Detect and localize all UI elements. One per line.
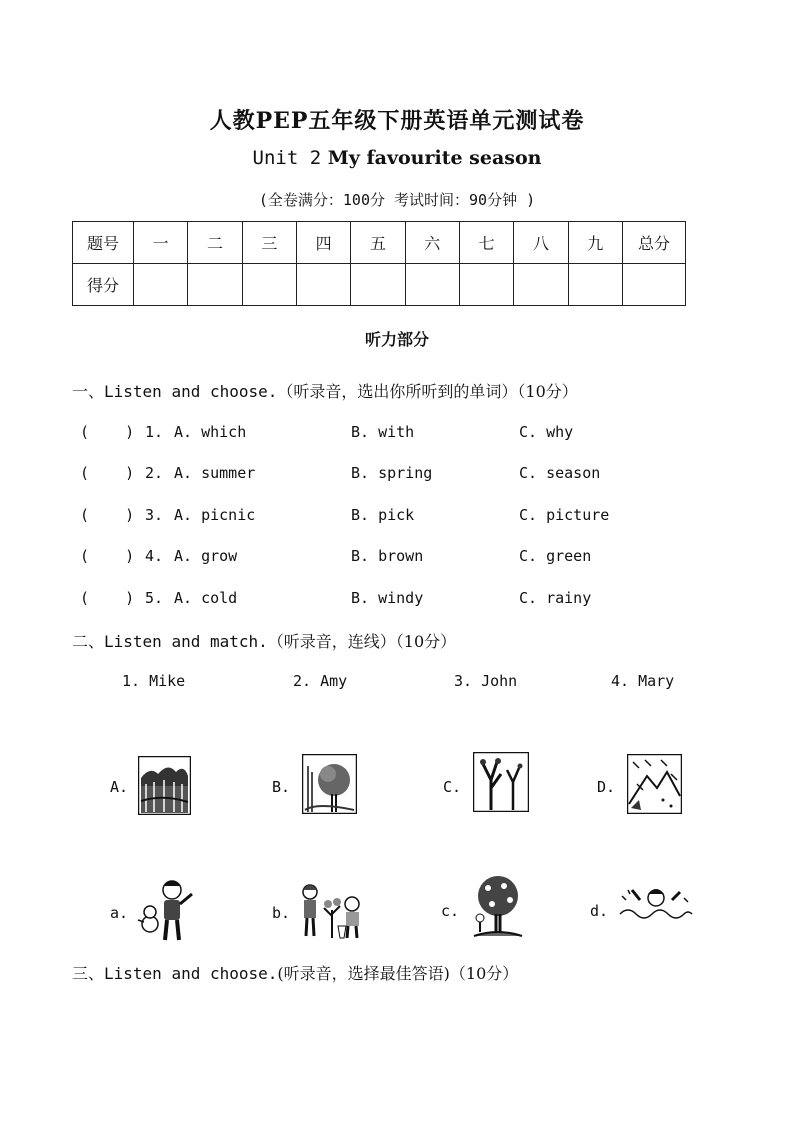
answer-bracket[interactable]: ( ) xyxy=(80,547,135,565)
score-cell-8: 八 xyxy=(514,222,568,264)
section-3-heading xyxy=(72,961,518,984)
score-entry-1[interactable] xyxy=(134,264,188,306)
score-cell-2: 二 xyxy=(188,222,242,264)
score-entry-2[interactable] xyxy=(188,264,242,306)
option-a: A. cold xyxy=(174,589,238,607)
score-cell-3: 三 xyxy=(242,222,296,264)
name-mary: 4. Mary xyxy=(611,672,675,690)
unit-name: My favourite season xyxy=(327,147,542,169)
winter-mountain-icon[interactable] xyxy=(627,754,682,814)
section-2-heading xyxy=(72,629,456,652)
section-2-prefix: 二、 xyxy=(72,632,105,651)
question-row xyxy=(80,506,740,528)
section-3-prefix: 三、 xyxy=(72,964,105,983)
question-row xyxy=(80,464,740,486)
section-3-cn: (听录音，选择最佳答语)（10分） xyxy=(277,964,519,983)
answer-bracket[interactable]: ( ) xyxy=(80,589,135,607)
score-cell-label: 题号 xyxy=(73,222,134,264)
question-number: 2. xyxy=(145,464,164,482)
option-c: C. green xyxy=(519,547,592,565)
boy-snowman-icon[interactable] xyxy=(136,878,198,944)
picture-label-c-lower: c. xyxy=(441,902,460,920)
kids-planting-icon[interactable] xyxy=(298,880,368,942)
picture-label-d: D. xyxy=(597,778,616,796)
option-c: C. picture xyxy=(519,506,610,524)
score-cell-6: 六 xyxy=(405,222,459,264)
score-table xyxy=(72,221,686,306)
section-1-cn: （听录音，选出你所听到的单词）（10分） xyxy=(277,382,578,401)
option-b: B. pick xyxy=(351,506,415,524)
section-2-en: Listen and match. xyxy=(104,632,268,651)
answer-bracket[interactable]: ( ) xyxy=(80,506,135,524)
option-c: C. season xyxy=(519,464,601,482)
question-row xyxy=(80,589,740,611)
section-1-heading xyxy=(72,379,578,402)
score-cell-9: 九 xyxy=(568,222,622,264)
section-1-en: Listen and choose. xyxy=(104,382,278,401)
name-john: 3. John xyxy=(454,672,518,690)
answer-bracket[interactable]: ( ) xyxy=(80,464,135,482)
picture-label-a-lower: a. xyxy=(110,904,129,922)
question-number: 3. xyxy=(145,506,164,524)
score-cell-1: 一 xyxy=(134,222,188,264)
question-row xyxy=(80,547,740,569)
score-table-score-row xyxy=(73,264,686,306)
option-b: B. spring xyxy=(351,464,433,482)
picture-label-c: C. xyxy=(443,778,462,796)
section-1-prefix: 一、 xyxy=(72,382,105,401)
answer-bracket[interactable]: ( ) xyxy=(80,423,135,441)
part-title: 听力部分 xyxy=(364,330,429,349)
picture-label-a: A. xyxy=(110,778,129,796)
score-entry-3[interactable] xyxy=(242,264,296,306)
name-mike: 1. Mike xyxy=(122,672,186,690)
score-table-header-row xyxy=(73,222,686,264)
picture-label-b-lower: b. xyxy=(272,904,291,922)
score-cell-7: 七 xyxy=(459,222,513,264)
section-3-en: Listen and choose. xyxy=(104,964,278,983)
exam-info: (全卷满分：100分 考试时间：90分钟 ) xyxy=(258,191,536,209)
score-entry-7[interactable] xyxy=(459,264,513,306)
picture-label-b: B. xyxy=(272,778,291,796)
score-entry-6[interactable] xyxy=(405,264,459,306)
option-b: B. windy xyxy=(351,589,424,607)
option-a: A. picnic xyxy=(174,506,256,524)
picture-label-d-lower: d. xyxy=(590,902,609,920)
option-b: B. brown xyxy=(351,547,424,565)
score-entry-total[interactable] xyxy=(623,264,686,306)
question-number: 1. xyxy=(145,423,164,441)
unit-number: Unit 2 xyxy=(252,147,322,169)
kid-swimming-icon[interactable] xyxy=(618,884,694,928)
autumn-tree-icon[interactable] xyxy=(473,752,529,812)
option-b: B. with xyxy=(351,423,415,441)
option-a: A. which xyxy=(174,423,247,441)
summer-forest-icon[interactable] xyxy=(138,756,191,815)
name-amy: 2. Amy xyxy=(293,672,348,690)
section-2-cn: （听录音，连线）（10分） xyxy=(267,632,457,651)
score-row-label: 得分 xyxy=(73,264,134,306)
option-a: A. grow xyxy=(174,547,238,565)
question-number: 4. xyxy=(145,547,164,565)
score-cell-total: 总分 xyxy=(623,222,686,264)
score-entry-9[interactable] xyxy=(568,264,622,306)
option-c: C. rainy xyxy=(519,589,592,607)
question-row xyxy=(80,423,740,445)
score-cell-5: 五 xyxy=(351,222,405,264)
score-entry-4[interactable] xyxy=(296,264,350,306)
apple-tree-icon[interactable] xyxy=(468,874,526,940)
option-a: A. summer xyxy=(174,464,256,482)
page-title: 人教PEP五年级下册英语单元测试卷 xyxy=(209,108,585,134)
option-c: C. why xyxy=(519,423,574,441)
unit-title xyxy=(0,147,794,169)
score-entry-5[interactable] xyxy=(351,264,405,306)
spring-tree-icon[interactable] xyxy=(302,754,357,814)
question-number: 5. xyxy=(145,589,164,607)
score-entry-8[interactable] xyxy=(514,264,568,306)
score-cell-4: 四 xyxy=(296,222,350,264)
